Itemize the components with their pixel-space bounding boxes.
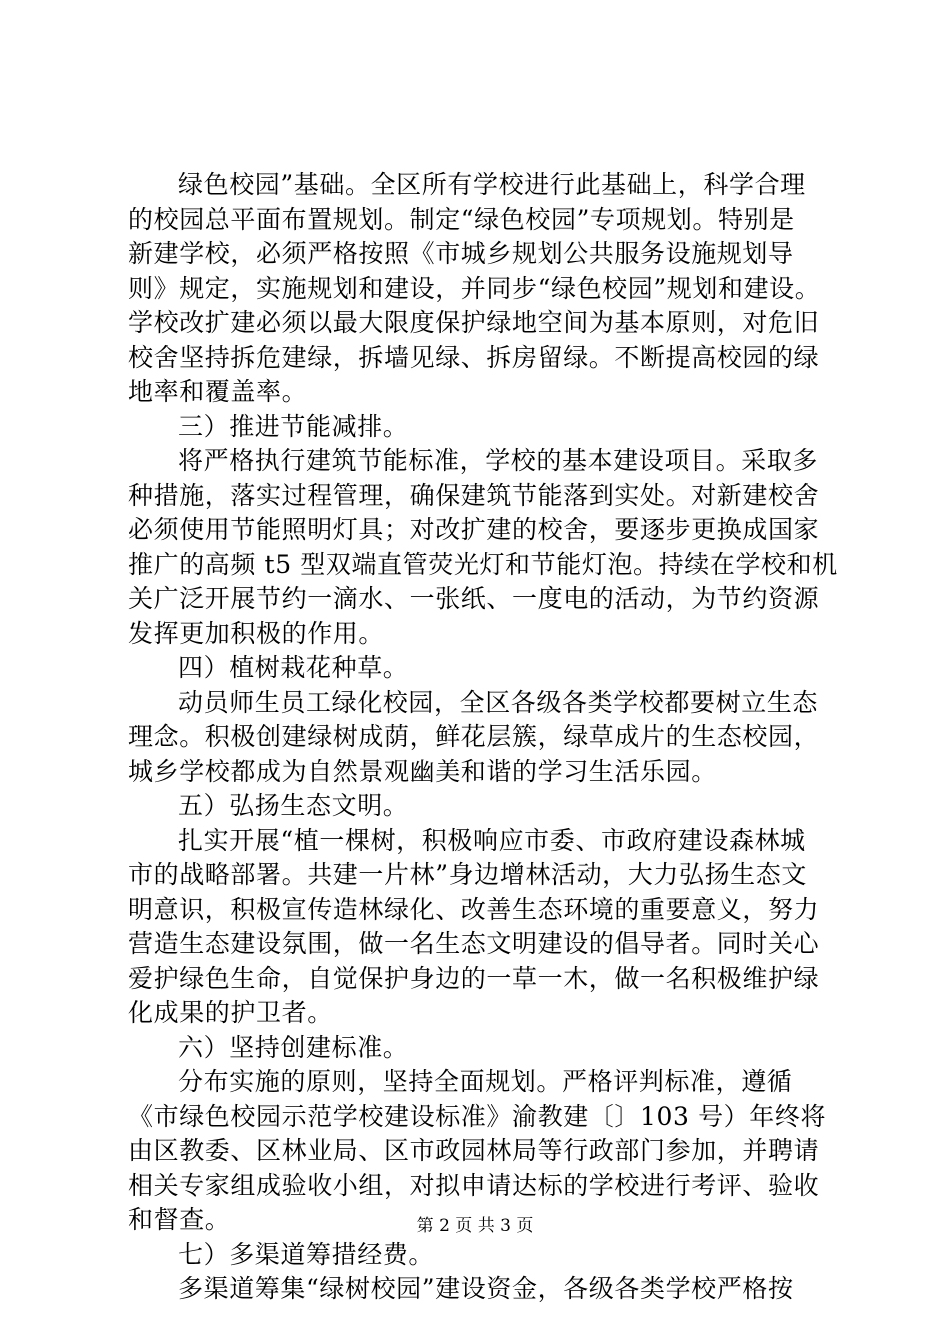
text-line: 由区教委、区林业局、区市政园林局等行政部门参加，并聘请 bbox=[128, 1136, 820, 1165]
text-line: 化成果的护卫者。 bbox=[128, 998, 333, 1027]
text-line: 多渠道筹集“绿树校园”建设资金，各级各类学校严格按 bbox=[178, 1274, 794, 1303]
text-line: 四）植树栽花种草。 bbox=[178, 653, 409, 682]
text-line: 推广的高频 t5 型双端直管荧光灯和节能灯泡。持续在学校和机 bbox=[128, 549, 838, 579]
text-line: 六）坚持创建标准。 bbox=[178, 1032, 409, 1062]
text-line: 明意识，积极宣传造林绿化、改善生态环境的重要意义，努力 bbox=[128, 894, 820, 924]
page-footer bbox=[0, 1215, 950, 1237]
text-line: 营造生态建设氛围，做一名生态文明建设的倡导者。同时关心 bbox=[128, 929, 820, 958]
text-line: 《市绿色校园示范学校建设标准》渝教建〔〕103 号）年终将 bbox=[128, 1101, 827, 1131]
text-line: 三）推进节能减排。 bbox=[178, 411, 409, 441]
text-line: 和督查。 bbox=[128, 1205, 231, 1234]
text-line: 动员师生员工绿化校园，全区各级各类学校都要树立生态 bbox=[178, 687, 819, 717]
text-line: 种措施，落实过程管理，确保建筑节能落到实处。对新建校舍 bbox=[128, 480, 820, 510]
text-line: 七）多渠道筹措经费。 bbox=[178, 1239, 435, 1269]
text-line: 城乡学校都成为自然景观幽美和谐的学习生活乐园。 bbox=[128, 756, 717, 786]
text-line: 则》规定，实施规划和建设，并同步“绿色校园”规划和建设。 bbox=[128, 273, 821, 303]
text-line: 分布实施的原则，坚持全面规划。严格评判标准，遵循 bbox=[178, 1067, 793, 1096]
text-line: 将严格执行建筑节能标准，学校的基本建设项目。采取多 bbox=[178, 446, 819, 475]
text-line: 相关专家组成验收小组，对拟申请达标的学校进行考评、验收 bbox=[128, 1170, 820, 1200]
text-line: 发挥更加积极的作用。 bbox=[128, 618, 385, 648]
text-line: 必须使用节能照明灯具；对改扩建的校舍，要逐步更换成国家 bbox=[128, 515, 820, 544]
text-line: 理念。积极创建绿树成荫，鲜花层簇，绿草成片的生态校园， bbox=[128, 722, 820, 751]
text-line: 绿色校园”基础。全区所有学校进行此基础上，科学合理 bbox=[178, 170, 806, 199]
text-line: 学校改扩建必须以最大限度保护绿地空间为基本原则，对危旧 bbox=[128, 308, 820, 337]
text-line: 爱护绿色生命，自觉保护身边的一草一木，做一名积极维护绿 bbox=[128, 963, 820, 993]
text-line: 扎实开展“植一棵树，积极响应市委、市政府建设森林城 bbox=[178, 825, 806, 855]
text-line: 关广泛开展节约一滴水、一张纸、一度电的活动，为节约资源 bbox=[128, 584, 820, 613]
text-line: 校舍坚持拆危建绿，拆墙见绿、拆房留绿。不断提高校园的绿 bbox=[128, 342, 820, 372]
text-line: 新建学校，必须严格按照《市城乡规划公共服务设施规划导 bbox=[128, 239, 794, 268]
page-number-label: 第 2 页 共 3 页 bbox=[416, 1216, 534, 1236]
text-line: 市的战略部署。共建一片林”身边增林活动，大力弘扬生态文 bbox=[128, 860, 807, 889]
text-line: 的校园总平面布置规划。制定“绿色校园”专项规划。特别是 bbox=[128, 204, 795, 234]
text-line: 五）弘扬生态文明。 bbox=[178, 791, 409, 820]
document-body bbox=[128, 168, 848, 1307]
text-line: 地率和覆盖率。 bbox=[128, 377, 308, 406]
